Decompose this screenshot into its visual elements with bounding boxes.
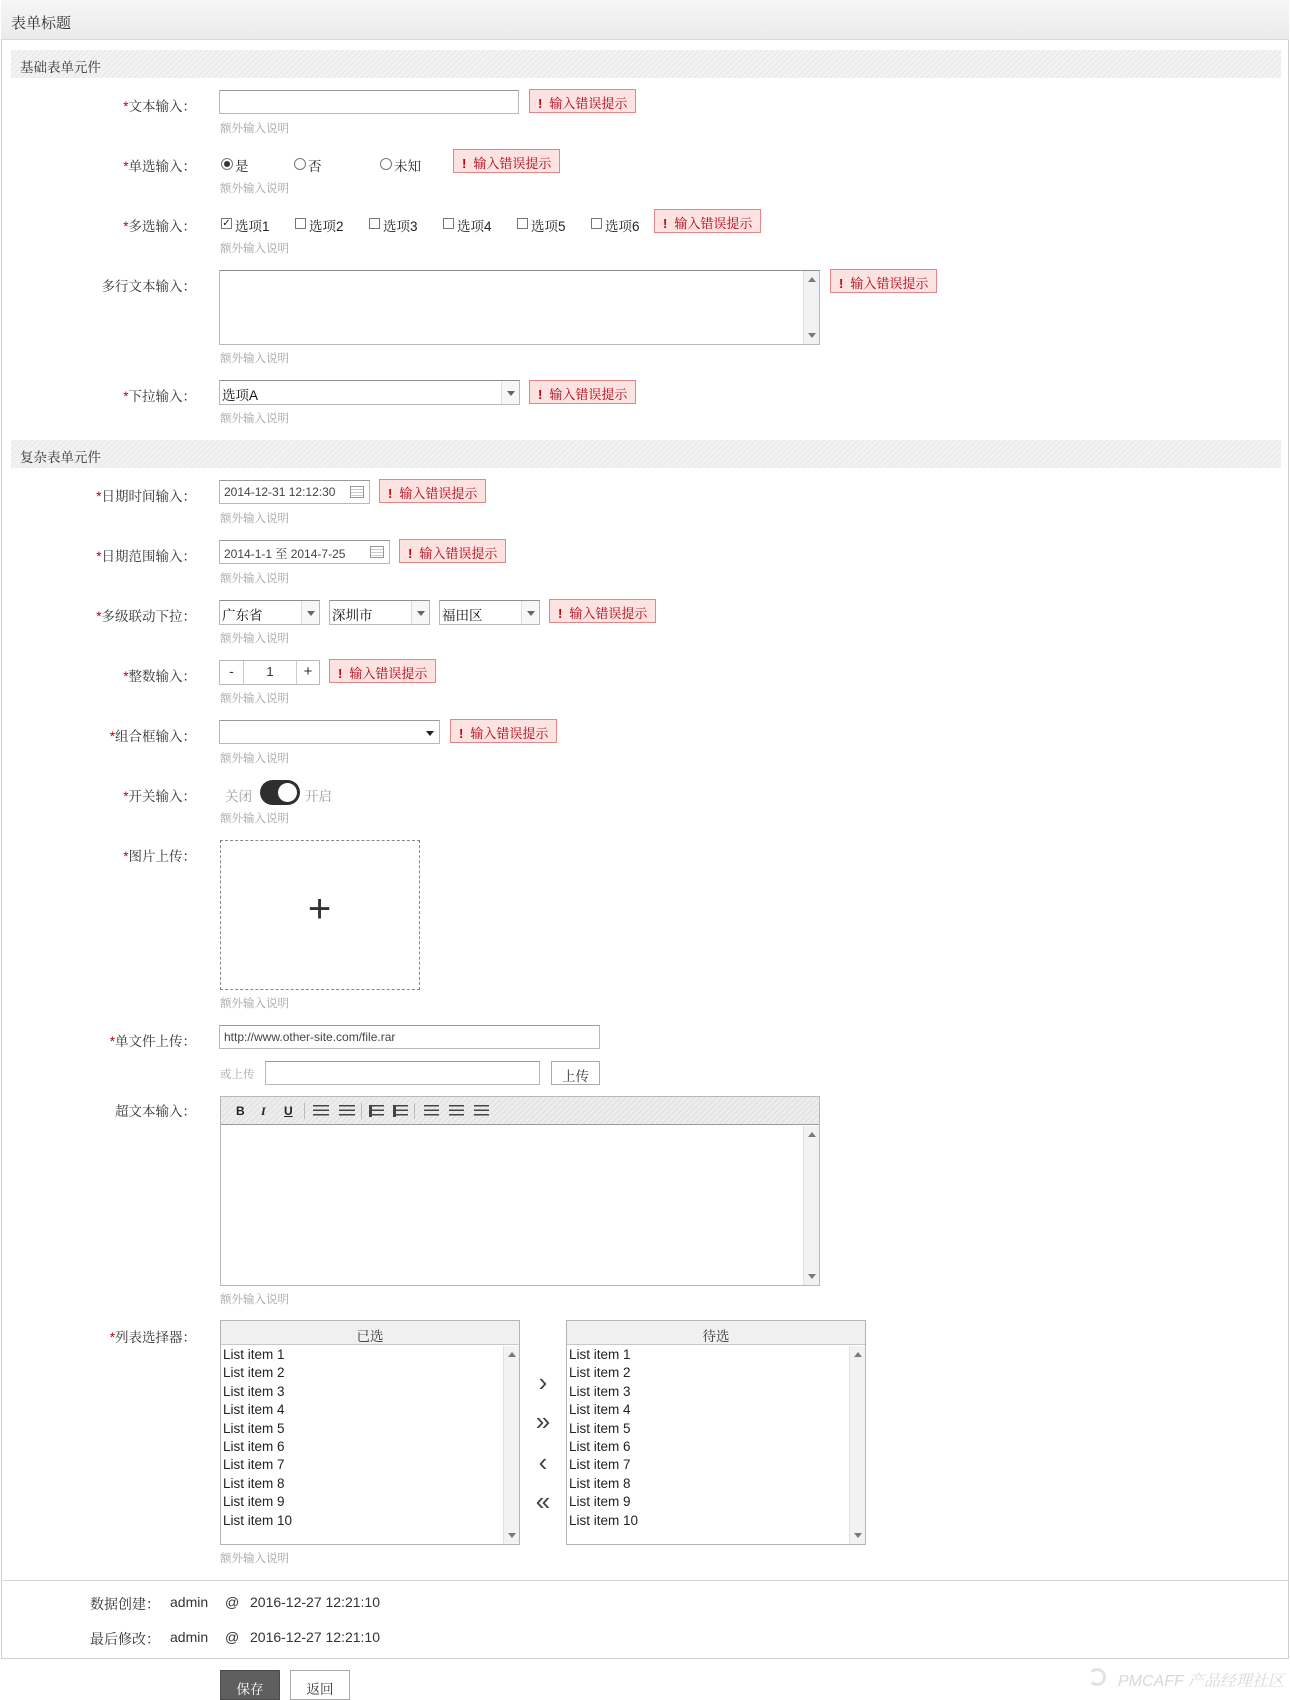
move-left-button[interactable]: ‹	[538, 1447, 548, 1477]
radio-unknown-label: 未知	[394, 159, 421, 174]
toolbar-divider	[304, 1103, 305, 1119]
checkbox-option6[interactable]	[591, 218, 602, 229]
field-hint: 额外输入说明	[220, 813, 289, 825]
exclamation-icon: !	[462, 156, 467, 171]
checkbox-option2[interactable]	[295, 218, 306, 229]
scrollbar[interactable]	[803, 1126, 819, 1285]
pending-items	[569, 1346, 638, 1530]
textarea-input[interactable]	[219, 270, 820, 345]
textarea-label: 多行文本输入：	[101, 279, 196, 294]
field-hint: 额外输入说明	[220, 123, 289, 135]
error-tip: ! 输入错误提示	[529, 89, 636, 113]
switch-on-label: 开启	[305, 789, 332, 804]
selected-listbox[interactable]	[220, 1320, 520, 1545]
switch-toggle[interactable]	[260, 780, 300, 805]
list-item[interactable]: List item 10	[223, 1512, 293, 1528]
divider	[1, 1580, 1289, 1581]
datetime-label: *日期时间输入：	[96, 489, 196, 504]
list-item[interactable]: List item 10	[569, 1512, 639, 1528]
chevron-down-icon	[301, 601, 319, 624]
switch-knob	[278, 783, 297, 802]
section-complex: 复杂表单元件	[11, 440, 1281, 468]
dropdown-select[interactable]: 选项A	[219, 380, 520, 405]
move-all-left-button[interactable]: «	[535, 1486, 551, 1516]
toolbar-divider	[414, 1103, 415, 1119]
field-hint: 额外输入说明	[220, 243, 289, 255]
indent-icon[interactable]	[393, 1105, 408, 1117]
watermark-logo-icon	[1088, 1668, 1106, 1686]
italic-button[interactable]: I	[261, 1104, 266, 1118]
list-item[interactable]: List item 8	[569, 1475, 631, 1491]
file-url-input[interactable]: http://www.other-site.com/file.rar	[219, 1025, 600, 1049]
watermark-text: PMCAFF 产品经理社区	[1118, 1673, 1284, 1690]
richtext-toolbar	[221, 1097, 819, 1125]
list-item[interactable]: List item 3	[223, 1383, 285, 1399]
file-path-input[interactable]	[265, 1061, 540, 1085]
error-tip: ! 输入错误提示	[450, 719, 557, 743]
field-hint: 额外输入说明	[220, 633, 289, 645]
field-hint: 额外输入说明	[220, 513, 289, 525]
or-upload-label: 或上传	[220, 1069, 255, 1081]
error-tip: ! 输入错误提示	[549, 599, 656, 623]
section-basic: 基础表单元件	[11, 50, 1281, 78]
list-item[interactable]: List item 3	[569, 1383, 631, 1399]
move-right-button[interactable]: ›	[538, 1367, 548, 1397]
switch-label: *开关输入：	[123, 789, 196, 804]
exclamation-icon: !	[538, 387, 543, 402]
selected-items	[223, 1346, 292, 1530]
list-item[interactable]: List item 4	[569, 1402, 631, 1418]
modified-label: 最后修改：	[90, 1631, 160, 1647]
align-center-icon[interactable]	[449, 1105, 464, 1117]
radio-input-label: *单选输入：	[123, 159, 196, 174]
scrollbar[interactable]	[803, 271, 819, 344]
province-select[interactable]: 广东省	[219, 600, 320, 625]
underline-button[interactable]: U	[284, 1104, 293, 1118]
daterange-input[interactable]: 2014-1-1 至 2014-7-25	[219, 540, 390, 564]
selected-list-title: 已选	[221, 1321, 519, 1345]
field-hint: 额外输入说明	[220, 693, 289, 705]
list-item[interactable]: List item 1	[569, 1347, 631, 1362]
increment-button[interactable]: +	[296, 661, 319, 684]
radio-no[interactable]	[294, 158, 306, 170]
radio-yes[interactable]	[221, 158, 233, 170]
integer-label: *整数输入：	[123, 669, 196, 684]
checkbox-option1[interactable]: ✓	[222, 218, 231, 229]
file-upload-label: *单文件上传：	[109, 1034, 196, 1049]
align-left-icon[interactable]	[424, 1105, 439, 1117]
list-item[interactable]: List item 7	[569, 1457, 631, 1473]
field-hint: 额外输入说明	[220, 183, 289, 195]
field-hint: 额外输入说明	[220, 1553, 289, 1565]
error-tip: ! 输入错误提示	[379, 479, 486, 503]
district-select[interactable]: 福田区	[439, 600, 540, 625]
align-right-icon[interactable]	[474, 1105, 489, 1117]
modified-at-sign: @	[225, 1629, 240, 1645]
radio-no-label: 否	[308, 159, 322, 174]
created-label: 数据创建：	[90, 1596, 160, 1612]
created-at-sign: @	[225, 1594, 240, 1610]
move-all-right-button[interactable]: »	[535, 1406, 551, 1436]
cascade-label: *多级联动下拉：	[96, 609, 196, 624]
checkbox-option5-label: 选项5	[531, 219, 566, 234]
radio-unknown[interactable]	[380, 158, 392, 170]
bullet-list-icon[interactable]	[313, 1105, 329, 1117]
decrement-button[interactable]: -	[220, 661, 244, 684]
field-hint: 额外输入说明	[220, 413, 289, 425]
exclamation-icon: !	[558, 606, 563, 621]
richtext-content[interactable]	[221, 1126, 819, 1285]
chevron-down-icon	[521, 601, 539, 624]
combo-label: *组合框输入：	[109, 729, 196, 744]
exclamation-icon: !	[338, 666, 343, 681]
checkbox-option3[interactable]	[369, 218, 380, 229]
exclamation-icon: !	[408, 546, 413, 561]
datetime-input[interactable]: 2014-12-31 12:12:30	[219, 480, 370, 504]
field-hint: 额外输入说明	[220, 573, 289, 585]
calendar-icon	[350, 486, 364, 498]
list-item[interactable]: List item 9	[569, 1494, 631, 1510]
error-tip: ! 输入错误提示	[453, 149, 560, 173]
checkbox-option4[interactable]	[443, 218, 454, 229]
field-hint: 额外输入说明	[220, 753, 289, 765]
list-item[interactable]: List item 9	[223, 1494, 285, 1510]
exclamation-icon: !	[388, 486, 393, 501]
checkbox-option5[interactable]	[517, 218, 528, 229]
back-button[interactable]: 返回	[290, 1670, 350, 1700]
field-hint: 额外输入说明	[220, 998, 289, 1010]
plus-icon: +	[307, 887, 332, 931]
integer-stepper	[219, 660, 320, 685]
city-select[interactable]: 深圳市	[329, 600, 430, 625]
list-item[interactable]: List item 4	[223, 1402, 285, 1418]
exclamation-icon: !	[459, 726, 464, 741]
toolbar-divider	[361, 1103, 362, 1119]
modified-time: 2016-12-27 12:21:10	[250, 1629, 380, 1645]
image-upload-label: *图片上传：	[123, 849, 196, 864]
chevron-down-icon	[411, 601, 429, 624]
list-item[interactable]: List item 5	[223, 1420, 285, 1436]
checkbox-option4-label: 选项4	[457, 219, 492, 234]
error-tip: ! 输入错误提示	[329, 659, 436, 683]
image-upload-area[interactable]	[220, 840, 420, 990]
list-item[interactable]: List item 6	[223, 1439, 285, 1455]
richtext-label: 超文本输入：	[115, 1104, 196, 1119]
combo-input[interactable]	[219, 720, 440, 744]
text-input-label: *文本输入：	[123, 99, 196, 114]
daterange-label: *日期范围输入：	[96, 549, 196, 564]
list-item[interactable]: List item 8	[223, 1475, 285, 1491]
outdent-icon[interactable]	[369, 1105, 384, 1117]
error-tip: ! 输入错误提示	[399, 539, 506, 563]
page-title: 表单标题	[1, 0, 1289, 40]
exclamation-icon: !	[538, 96, 543, 111]
field-hint: 额外输入说明	[220, 353, 289, 365]
checkbox-option6-label: 选项6	[605, 219, 640, 234]
checkbox-option3-label: 选项3	[383, 219, 418, 234]
modified-user: admin	[170, 1629, 209, 1645]
list-item[interactable]: List item 2	[223, 1365, 285, 1381]
error-tip: ! 输入错误提示	[529, 380, 636, 404]
list-item[interactable]: List item 5	[569, 1420, 631, 1436]
calendar-icon	[370, 546, 384, 558]
error-tip: ! 输入错误提示	[830, 269, 937, 293]
list-item[interactable]: List item 1	[223, 1347, 285, 1362]
dropdown-label: *下拉输入：	[123, 389, 196, 404]
caret-down-icon	[426, 731, 434, 736]
integer-value[interactable]: 1	[266, 664, 274, 679]
field-hint: 额外输入说明	[220, 1294, 289, 1306]
text-input[interactable]	[219, 90, 519, 114]
listpicker-label: *列表选择器：	[109, 1330, 196, 1345]
exclamation-icon: !	[663, 216, 668, 231]
upload-button[interactable]: 上传	[551, 1061, 600, 1085]
checkbox-option2-label: 选项2	[309, 219, 344, 234]
bold-button[interactable]: B	[236, 1104, 245, 1118]
scrollbar[interactable]	[849, 1346, 865, 1544]
pending-list-title: 待选	[567, 1321, 865, 1345]
error-tip: ! 输入错误提示	[654, 209, 761, 233]
list-item[interactable]: List item 7	[223, 1457, 285, 1473]
radio-yes-label: 是	[235, 159, 249, 174]
numbered-list-icon[interactable]	[339, 1105, 355, 1117]
richtext-editor	[220, 1096, 820, 1286]
chevron-down-icon	[501, 381, 519, 404]
save-button[interactable]: 保存	[220, 1670, 280, 1700]
created-user: admin	[170, 1594, 209, 1610]
pending-listbox[interactable]	[566, 1320, 866, 1545]
created-time: 2016-12-27 12:21:10	[250, 1594, 380, 1610]
switch-off-label: 关闭	[225, 789, 252, 804]
checkbox-input-label: *多选输入：	[123, 219, 196, 234]
scrollbar[interactable]	[503, 1346, 519, 1544]
list-item[interactable]: List item 6	[569, 1439, 631, 1455]
exclamation-icon: !	[839, 276, 844, 291]
checkbox-option1-label: 选项1	[235, 219, 270, 234]
list-item[interactable]: List item 2	[569, 1365, 631, 1381]
